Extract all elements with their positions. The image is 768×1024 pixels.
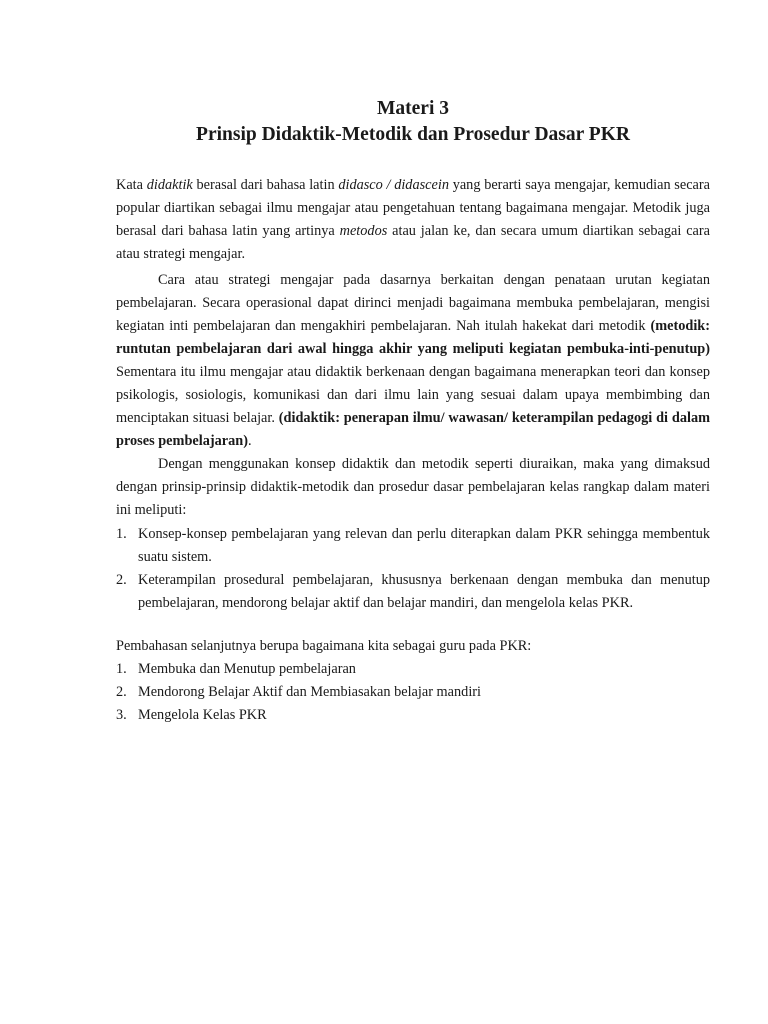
list-number: 2. (116, 572, 127, 588)
text-run: yang berarti saya mengajar, kemudian secara popular diartikan sebagai ilmu mengajar atau pengetahuan tentang bagaimana mengajar. Metodik juga berasal dari bahasa latin yang artinya (116, 177, 711, 239)
list-item (116, 569, 710, 615)
document-title: Prinsip Didaktik-Metodik dan Prosedur Dasar PKR (196, 124, 630, 145)
document-page (116, 96, 710, 727)
text-run: Sementara itu ilmu mengajar atau didaktik berkenaan dengan bagaimana menerapkan teori dan konsep psikologis, sosiologis, komunikasi dan dari ilmu lain yang sesuai dalam upaya membimbing dan menciptakan situasi belajar. (116, 364, 710, 426)
list-item (116, 704, 710, 727)
text-run: berasal dari bahasa latin (192, 177, 339, 193)
italic-term: metodos (339, 223, 388, 239)
list-item-text: Konsep-konsep pembelajaran yang relevan dan perlu diterapkan dalam PKR sehingga membentuk suatu sistem. (138, 526, 710, 565)
list-item-text: Membuka dan Menutup pembelajaran (138, 661, 356, 677)
list-number: 1. (116, 526, 127, 542)
list-item-text: Mengelola Kelas PKR (138, 707, 267, 723)
paragraph-intro (116, 174, 710, 266)
italic-term: didasco / didascein (338, 177, 449, 193)
text-run: Kata (116, 177, 147, 193)
list-item (116, 658, 710, 681)
bold-definition-metodik: (metodik: runtutan pembelajaran dari awal hingga akhir yang meliputi kegiatan pembuka-inti-penutup) (116, 318, 710, 357)
list-number: 3. (116, 707, 127, 723)
paragraph-principles: Dengan menggunakan konsep didaktik dan metodik seperti diuraikan, maka yang dimaksud dengan prinsip-prinsip didaktik-metodik dan prosedur dasar pembelajaran kelas rangkap dalam materi ini meliputi: (116, 456, 710, 518)
italic-term: didaktik (146, 177, 193, 193)
list-number: 1. (116, 661, 127, 677)
text-run: atau jalan ke, dan secara umum diartikan sebagai cara atau strategi mengajar. (116, 223, 710, 262)
list-item (116, 523, 710, 569)
bold-definition-didaktik: (didaktik: penerapan ilmu/ wawasan/ keterampilan pedagogi di dalam proses pembelajaran) (116, 410, 710, 449)
list-item (116, 681, 710, 704)
list-item-text: Mendorong Belajar Aktif dan Membiasakan belajar mandiri (138, 684, 482, 700)
document-title-number: Materi 3 (376, 98, 449, 119)
text-run: . (247, 433, 252, 449)
principles-list (116, 523, 710, 615)
paragraph-strategy (116, 269, 710, 453)
topics-list (116, 658, 710, 727)
text-run: Cara atau strategi mengajar pada dasarnya berkaitan dengan penataan urutan kegiatan pembelajaran. Secara operasional dapat dirinci menjadi bagaimana membuka pembelajaran, mengisi kegiatan inti pembelajaran dan mengakhiri pembelajaran. Nah itulah hakekat dari metodik (116, 272, 710, 334)
paragraph-next-topics: Pembahasan selanjutnya berupa bagaimana kita sebagai guru pada PKR: (116, 638, 532, 654)
list-number: 2. (116, 684, 127, 700)
list-item-text: Keterampilan prosedural pembelajaran, khususnya berkenaan dengan membuka dan menutup pembelajaran, mendorong belajar aktif dan belajar mandiri, dan mengelola kelas PKR. (138, 572, 710, 611)
